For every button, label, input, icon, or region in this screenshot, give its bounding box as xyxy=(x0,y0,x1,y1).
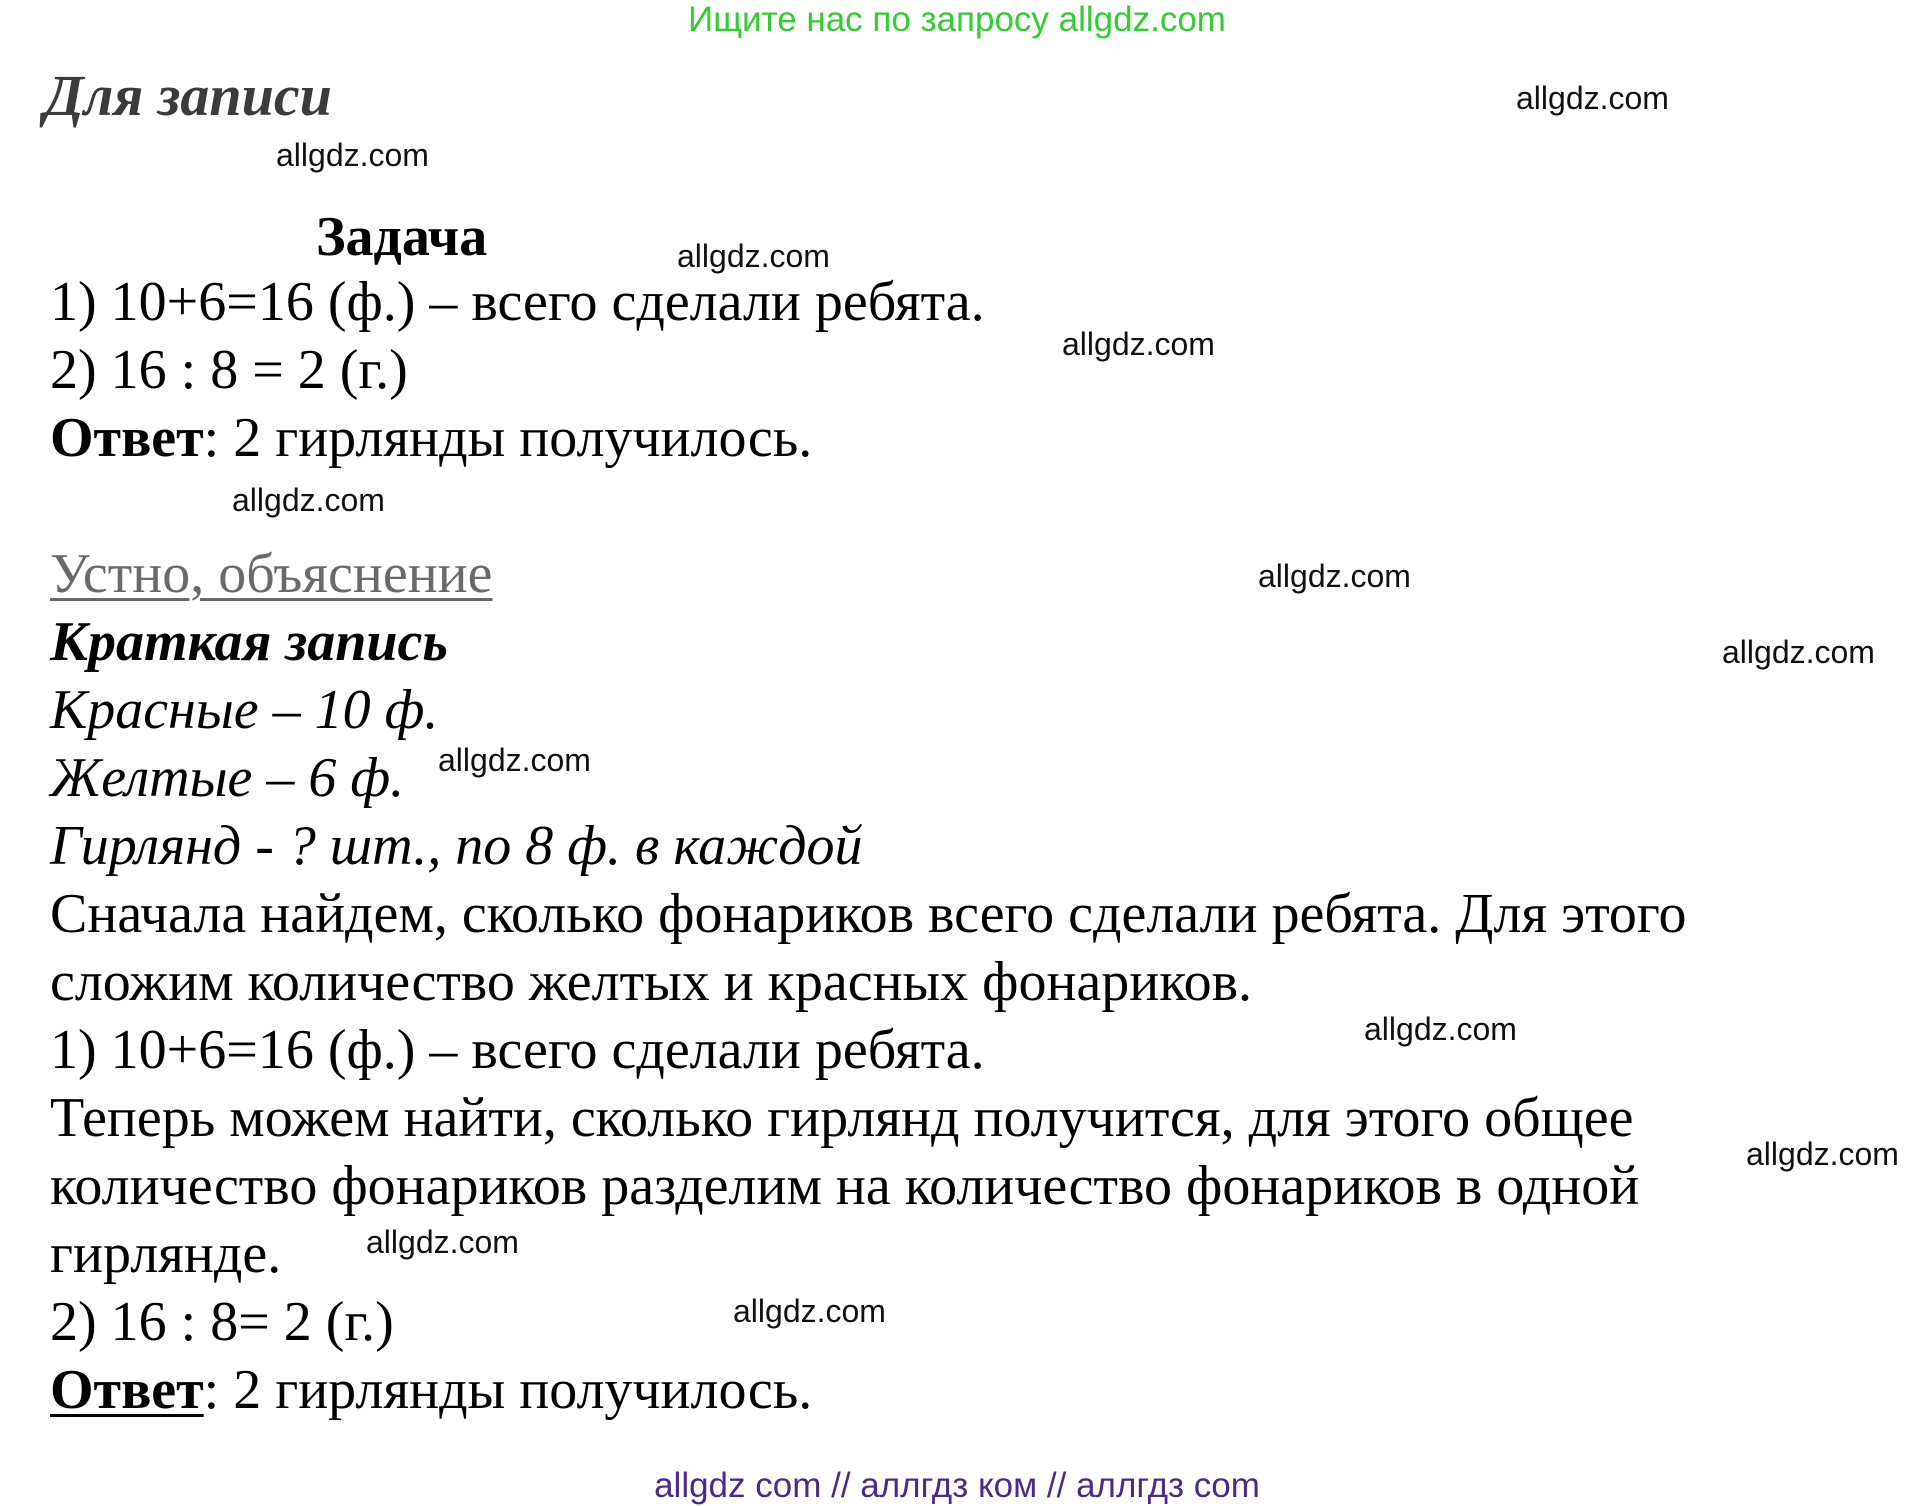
top-banner: Ищите нас по запросу allgdz.com xyxy=(688,0,1226,39)
answer-label: Ответ xyxy=(50,407,204,469)
page-title: Для записи xyxy=(44,63,332,128)
watermark: allgdz.com xyxy=(1258,558,1411,594)
watermark: allgdz.com xyxy=(276,137,429,173)
watermark: allgdz.com xyxy=(1722,634,1875,670)
watermark: allgdz.com xyxy=(1062,326,1215,362)
final-answer-text: : 2 гирлянды получилось. xyxy=(203,1359,813,1421)
answer-text: : 2 гирлянды получилось. xyxy=(203,407,813,469)
record-line: Красные – 10 ф. xyxy=(50,679,439,741)
final-answer-line xyxy=(50,1356,812,1424)
solution-line-1: 1) 10+6=16 (ф.) – всего сделали ребята. xyxy=(50,271,985,333)
oral-explanation-heading: Устно, объяснение xyxy=(50,543,493,605)
explanation-line: Теперь можем найти, сколько гирлянд получится, для этого общее xyxy=(50,1087,1634,1149)
explanation-line: гирлянде. xyxy=(50,1223,282,1285)
answer-line xyxy=(50,404,812,472)
solution-line-2: 2) 16 : 8 = 2 (г.) xyxy=(50,339,408,401)
watermark: allgdz.com xyxy=(1364,1011,1517,1047)
watermark: allgdz.com xyxy=(232,482,385,518)
task-heading: Задача xyxy=(316,206,488,268)
short-record-heading: Краткая запись xyxy=(50,611,448,673)
step-2: 2) 16 : 8= 2 (г.) xyxy=(50,1291,394,1353)
step-1: 1) 10+6=16 (ф.) – всего сделали ребята. xyxy=(50,1019,985,1081)
watermark: allgdz.com xyxy=(677,238,830,274)
watermark: allgdz.com xyxy=(438,742,591,778)
footer-links: allgdz com // аллгдз ком // аллгдз com xyxy=(654,1466,1260,1505)
watermark: allgdz.com xyxy=(1516,80,1669,116)
explanation-line: Сначала найдем, сколько фонариков всего сделали ребята. Для этого xyxy=(50,883,1687,945)
explanation-line: количество фонариков разделим на количество фонариков в одной xyxy=(50,1155,1640,1217)
record-line: Гирлянд - ? шт., по 8 ф. в каждой xyxy=(50,815,863,877)
record-line: Желтые – 6 ф. xyxy=(50,747,405,809)
watermark: allgdz.com xyxy=(1746,1136,1899,1172)
watermark: allgdz.com xyxy=(733,1293,886,1329)
final-answer-label: Ответ xyxy=(50,1359,204,1421)
explanation-line: сложим количество желтых и красных фонариков. xyxy=(50,951,1253,1013)
watermark: allgdz.com xyxy=(366,1224,519,1260)
